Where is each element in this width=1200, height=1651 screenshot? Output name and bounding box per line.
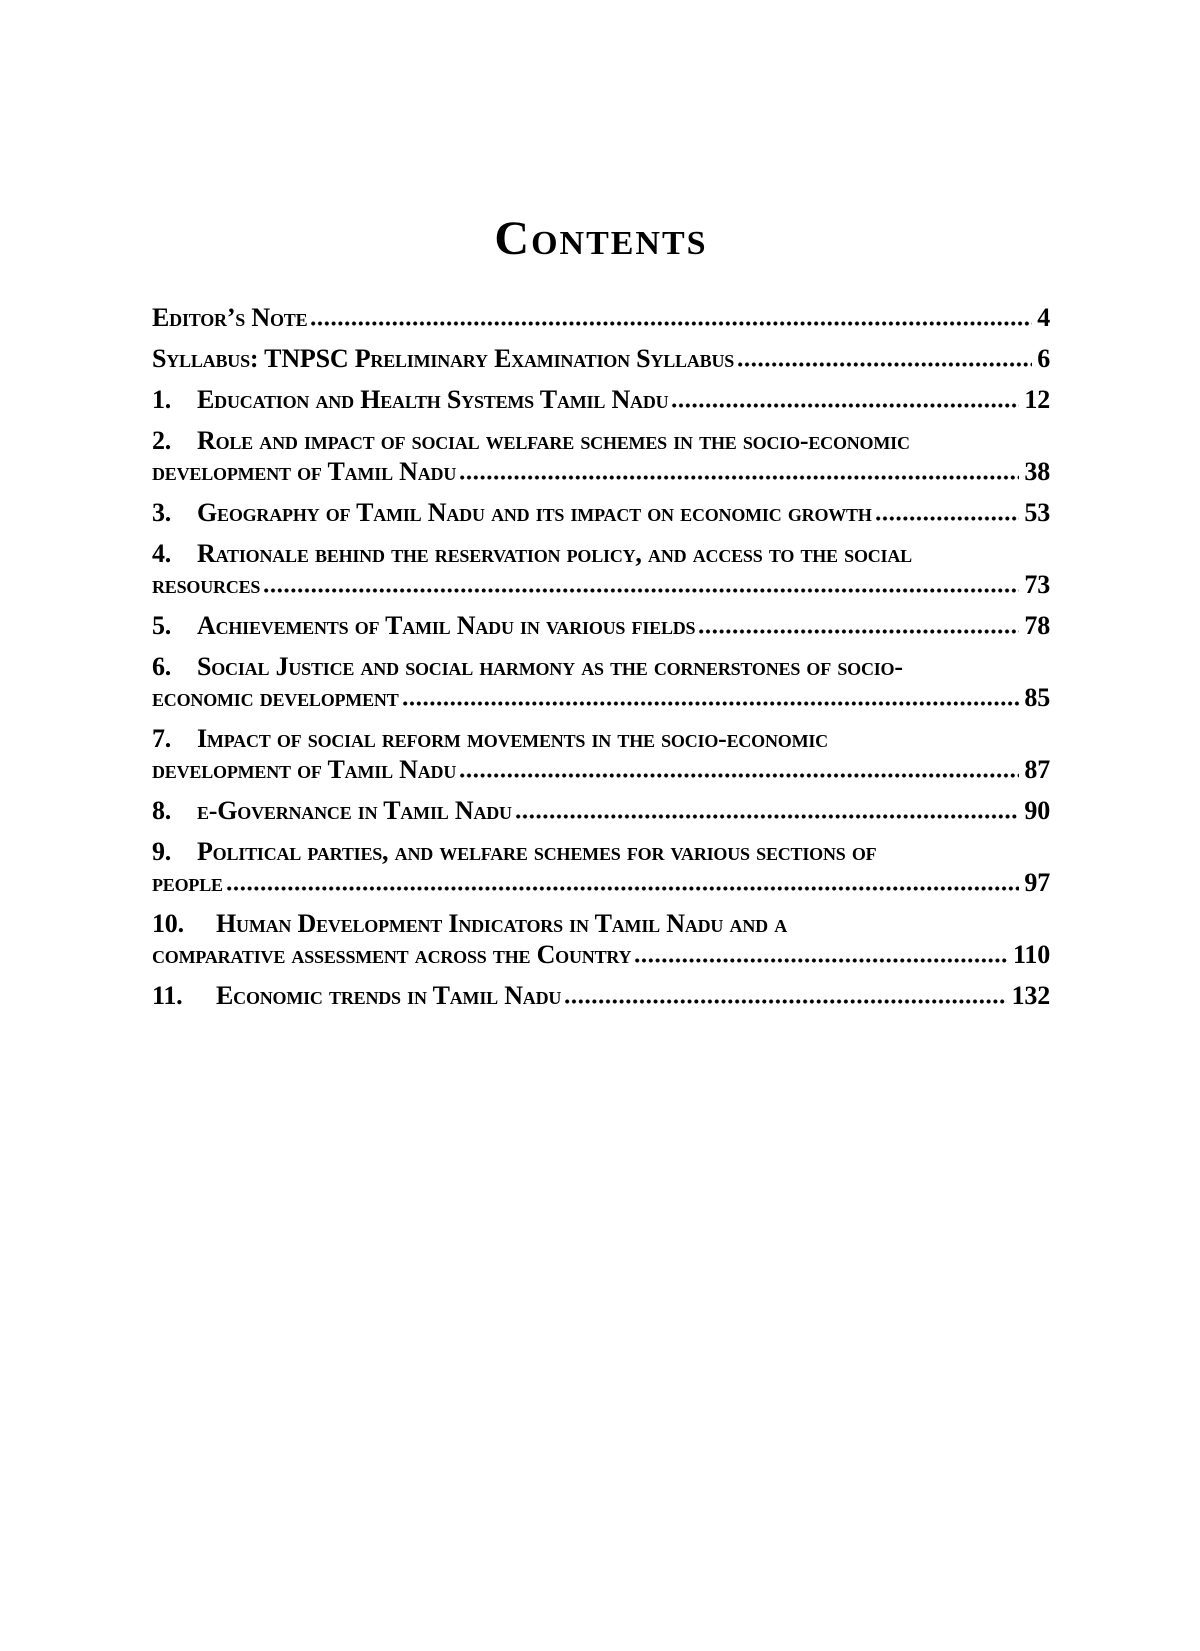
- toc-entry-number: 5.: [152, 611, 172, 640]
- toc-entry[interactable]: [152, 908, 1050, 970]
- toc-page-number: 87: [1024, 755, 1050, 784]
- dot-leader: [738, 362, 1032, 367]
- toc-line: [152, 939, 1050, 970]
- toc-entry-number: 4.: [152, 539, 172, 568]
- dot-leader: [264, 588, 1019, 593]
- toc-entry[interactable]: [152, 302, 1050, 333]
- toc-line: [152, 343, 1050, 374]
- dot-leader: [227, 886, 1020, 891]
- toc-line: [152, 610, 1050, 641]
- toc-entry-title: Rationale behind the reservation policy, and access to the social: [197, 539, 912, 568]
- toc-entry-title: Political parties, and welfare schemes for various sections of: [197, 837, 877, 866]
- toc-entry-number: 9.: [152, 837, 172, 866]
- toc-entry-title: comparative assessment across the Country: [152, 940, 632, 969]
- toc-entry[interactable]: [152, 723, 1050, 785]
- toc-entry[interactable]: [152, 795, 1050, 826]
- toc-entry-title: Syllabus: TNPSC Preliminary Examination Syllabus: [152, 344, 735, 373]
- toc-line: [152, 867, 1050, 898]
- toc-line: [152, 538, 1050, 569]
- dot-leader: [403, 701, 1020, 706]
- dot-leader: [460, 773, 1019, 778]
- toc-entry-title: people: [152, 868, 223, 897]
- toc-line: [152, 723, 1050, 754]
- toc-entry-number: 7.: [152, 724, 172, 753]
- toc-entry-number: 6.: [152, 652, 172, 681]
- dot-leader: [565, 999, 1006, 1004]
- toc-entry-number: 2.: [152, 426, 172, 455]
- toc-entry-title: Impact of social reform movements in the socio-economic: [197, 724, 828, 753]
- toc-line: [152, 682, 1050, 713]
- toc-entry-title: Economic trends in Tamil Nadu: [216, 981, 562, 1010]
- toc-line: [152, 754, 1050, 785]
- toc-entry-title: e-Governance in Tamil Nadu: [197, 796, 512, 825]
- toc-page-number: 90: [1024, 796, 1050, 825]
- page-title: Contents: [494, 212, 708, 265]
- toc-entry-title: Editor’s Note: [152, 303, 308, 332]
- toc-entry-title: Achievements of Tamil Nadu in various fields: [197, 611, 696, 640]
- toc-entry[interactable]: [152, 497, 1050, 528]
- toc-line: [152, 497, 1050, 528]
- toc-entry-number: 8.: [152, 796, 172, 825]
- toc-page-number: 97: [1024, 868, 1050, 897]
- toc-entry-number: 11.: [152, 981, 183, 1010]
- toc-page-number: 73: [1024, 570, 1050, 599]
- dot-leader: [635, 958, 1008, 963]
- toc-entry-title: Education and Health Systems Tamil Nadu: [197, 385, 669, 414]
- toc-entry[interactable]: [152, 384, 1050, 415]
- toc-entry-title: Social Justice and social harmony as the cornerstones of socio-: [197, 652, 903, 681]
- toc-entry-title: development of Tamil Nadu: [152, 755, 457, 784]
- toc-line: [152, 980, 1050, 1011]
- toc-page-number: 110: [1013, 940, 1050, 969]
- toc-entry[interactable]: [152, 610, 1050, 641]
- toc-entry[interactable]: [152, 538, 1050, 600]
- toc-page-number: 6: [1037, 344, 1050, 373]
- toc-line: [152, 302, 1050, 333]
- toc-page-number: 53: [1024, 498, 1050, 527]
- toc-line: [152, 795, 1050, 826]
- dot-leader: [311, 321, 1032, 326]
- toc-line: [152, 456, 1050, 487]
- toc-entry[interactable]: [152, 343, 1050, 374]
- toc-entry-title: development of Tamil Nadu: [152, 457, 457, 486]
- toc-entry[interactable]: [152, 980, 1050, 1011]
- toc-page-number: 12: [1024, 385, 1050, 414]
- toc-entry-title: economic development: [152, 683, 399, 712]
- toc-entry-title: resources: [152, 570, 261, 599]
- toc-entry-number: 1.: [152, 385, 172, 414]
- toc-line: [152, 384, 1050, 415]
- toc-page-number: 85: [1024, 683, 1050, 712]
- toc-line: [152, 651, 1050, 682]
- toc-page-number: 4: [1037, 303, 1050, 332]
- toc-line: [152, 425, 1050, 456]
- toc-entry-title: Role and impact of social welfare schemes in the socio-economic: [197, 426, 910, 455]
- toc-line: [152, 836, 1050, 867]
- toc-entry-number: 10.: [152, 909, 184, 938]
- dot-leader: [699, 629, 1019, 634]
- toc-line: [152, 569, 1050, 600]
- dot-leader: [460, 475, 1019, 480]
- dot-leader: [672, 403, 1019, 408]
- dot-leader: [876, 516, 1020, 521]
- toc-line: [152, 908, 1050, 939]
- toc-page-number: 78: [1024, 611, 1050, 640]
- toc-page-number: 38: [1024, 457, 1050, 486]
- toc-page-number: 132: [1011, 981, 1050, 1010]
- toc-entry-title: Human Development Indicators in Tamil Nadu and a: [216, 909, 788, 938]
- toc-entry[interactable]: [152, 651, 1050, 713]
- table-of-contents: [152, 302, 1050, 1011]
- toc-entry-title: Geography of Tamil Nadu and its impact on economic growth: [197, 498, 872, 527]
- dot-leader: [516, 814, 1020, 819]
- toc-entry[interactable]: [152, 836, 1050, 898]
- toc-entry-number: 3.: [152, 498, 172, 527]
- toc-entry[interactable]: [152, 425, 1050, 487]
